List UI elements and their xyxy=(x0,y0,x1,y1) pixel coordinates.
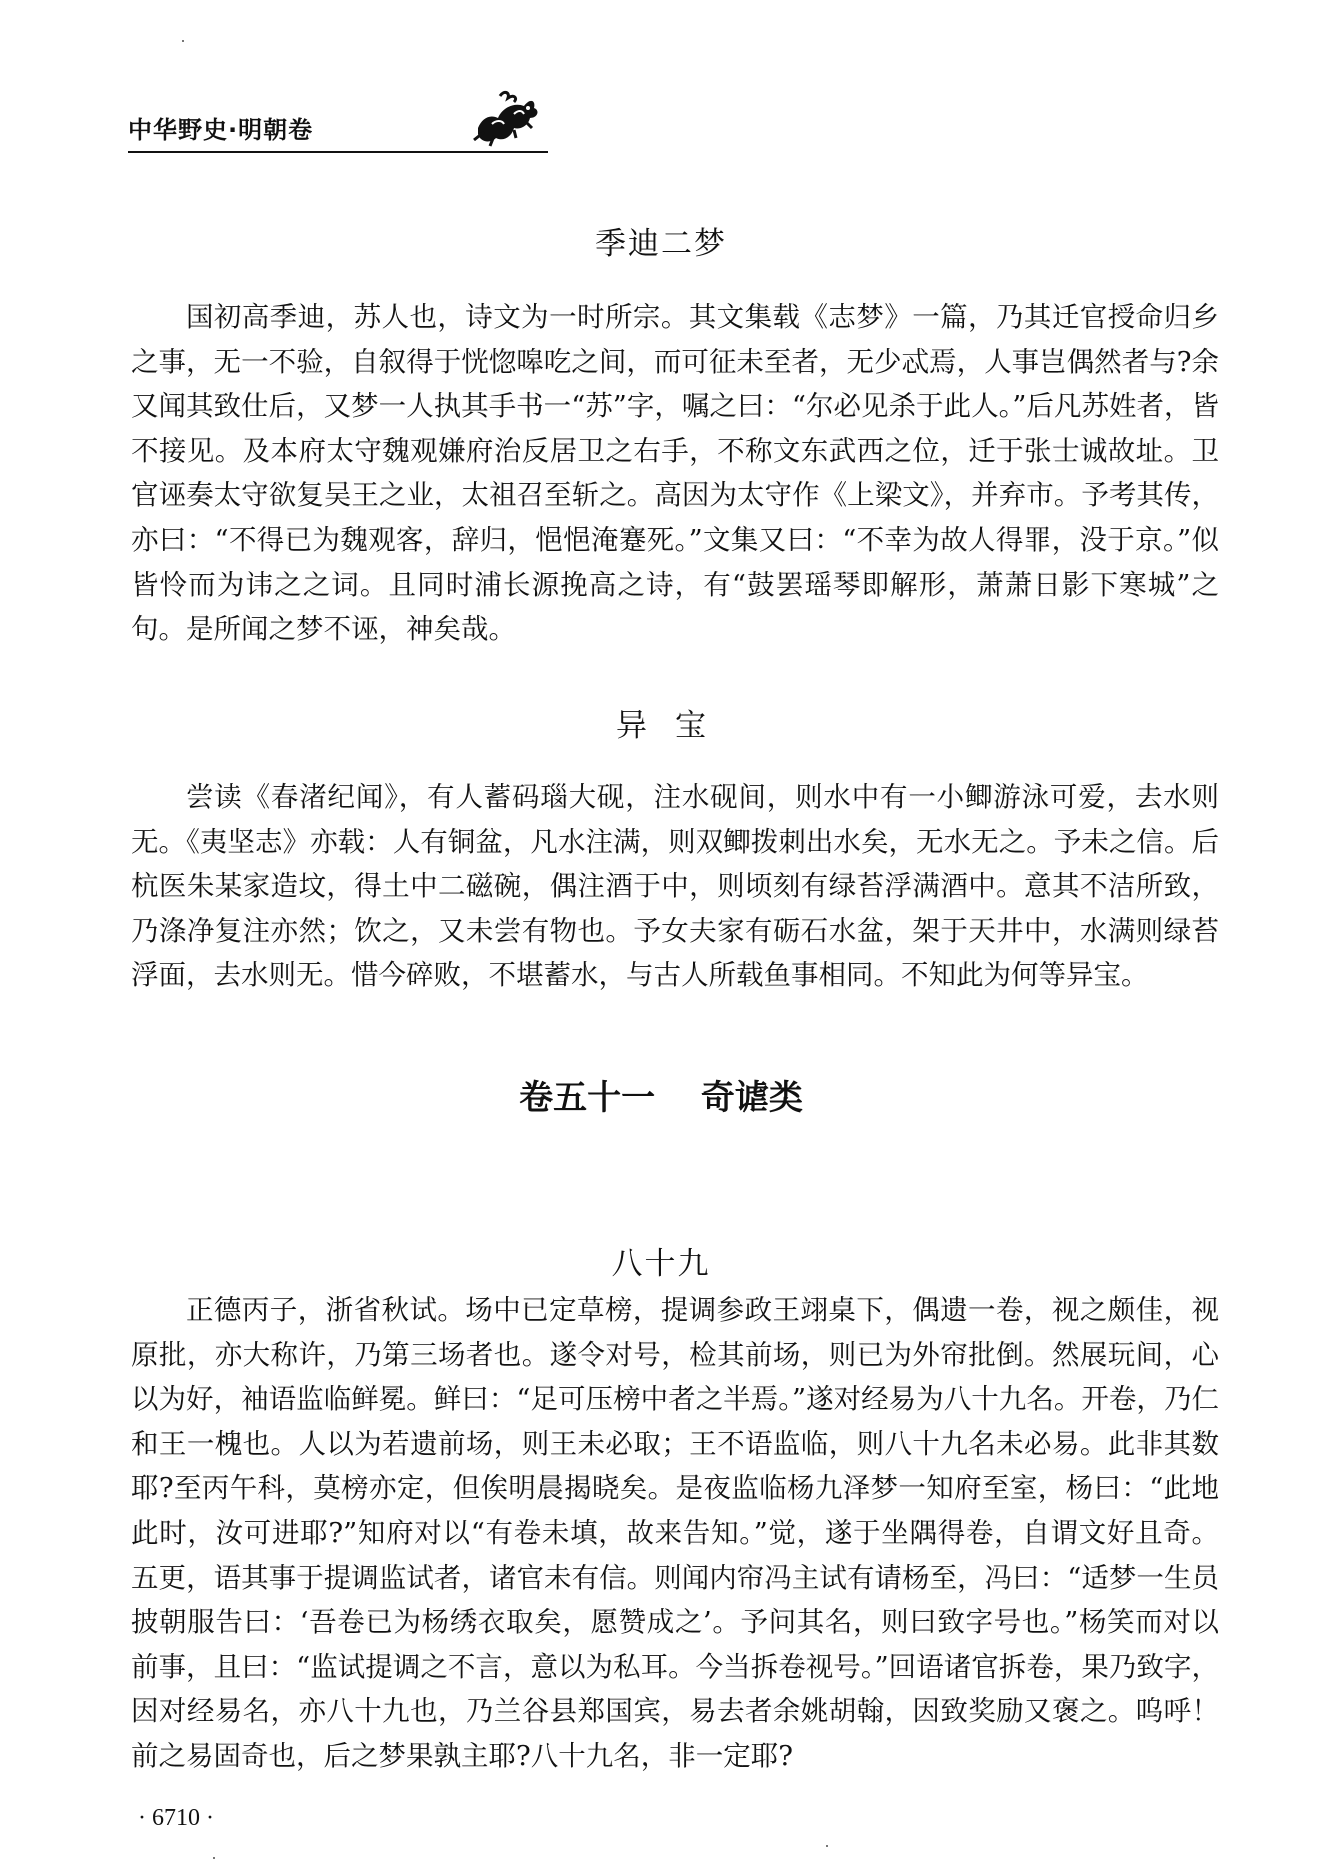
chapter-title: 卷五十一 奇谑类 xyxy=(519,1078,803,1118)
scan-speck xyxy=(182,40,184,42)
scan-speck xyxy=(213,1857,215,1859)
book-title: 中华野史·明朝卷 xyxy=(128,116,314,144)
section-title-jidi: 季迪二梦 xyxy=(595,226,727,262)
section-title-bashijiu: 八十九 xyxy=(611,1246,711,1282)
running-header xyxy=(128,88,548,154)
section-body-bashijiu: 正德丙子，浙省秋试。场中已定草榜，提调参政王翊桌下，偶遗一卷，视之颇佳，视原批，亦大称许，乃第三场者也。遂令对号，检其前场，则已为外帘批倒。然展玩间，心以为好，袖语监临鲜冕。鲜曰：“足可压榜中者之半焉。”遂对经易为八十九名。开卷，乃仁和王一槐也。人以为若遗前场，则王未必取；王不语监临，则八十九名未必易。此非其数耶?至丙午科，莫榜亦定，但俟明晨揭晓矣。是夜监临杨九泽梦一知府至室，杨曰：“此地此时，汝可进耶?”知府对以“有卷未填，故来告知。”觉，遂于坐隅得卷，自谓文好且奇。五更，语其事于提调监试者，诸官未有信。则闻内帘冯主试有请杨至，冯曰：“适梦一生员披朝服告曰：‘吾卷已为杨绣衣取矣，愿赞成之’。予问其名，则曰致字号也。”杨笑而对以前事，且曰：“监试提调之不言，意以为私耳。今当拆卷视号。”回语诸官拆卷，果乃致字，因对经易名，亦八十九也，乃兰谷县郑国宾，易去者余姚胡翰，因致奖励又褒之。呜呼！前之易固奇也，后之梦果孰主耶?八十九名，非一定耶? xyxy=(131,1294,1219,1772)
section-body-yibao: 尝读《春渚纪闻》，有人蓄码瑙大砚，注水砚间，则水中有一小鲫游泳可爱，去水则无。《夷坚志》亦载：人有铜盆，凡水注满，则双鲫拨刺出水矣，无水无之。予未之信。后杭医朱某家造坟，得土中二磁碗，偶注酒于中，则顷刻有绿苔浮满酒中。意其不洁所致，乃涤净复注亦然；饮之，又未尝有物也。予女夫家有砺石水盆，架于天井中，水满则绿苔浮面，去水则无。惜今碎败，不堪蓄水，与古人所载鱼事相同。不知此为何等异宝。 xyxy=(131,781,1219,992)
page-number: · 6710 · xyxy=(138,1805,214,1831)
section-title-yibao: 异宝 xyxy=(616,708,734,744)
dragon-emblem-icon xyxy=(470,88,542,148)
scan-speck xyxy=(826,1845,828,1847)
header-rule xyxy=(128,151,548,153)
section-body-jidi: 国初高季迪，苏人也，诗文为一时所宗。其文集载《志梦》一篇，乃其迁官授命归乡之事，无一不验，自叙得于恍惚嗥吃之间，而可征未至者，无少忒焉，人事岂偶然者与?余又闻其致仕后，又梦一人执其手书一“苏”字，嘱之曰：“尔必见杀于此人。”后凡苏姓者，皆不接见。及本府太守魏观嫌府治反居卫之右手，不称文东武西之位，迁于张士诚故址。卫官诬奏太守欲复吴王之业，太祖召至斩之。高因为太守作《上梁文》，并弃市。予考其传，亦曰：“不得已为魏观客，辞归，悒悒淹蹇死。”文集又曰：“不幸为故人得罪，没于京。”似皆怜而为讳之之词。且同时浦长源挽高之诗，有“鼓罢瑶琴即解形，萧萧日影下寒城”之句。是所闻之梦不诬，神矣哉。 xyxy=(131,301,1219,646)
